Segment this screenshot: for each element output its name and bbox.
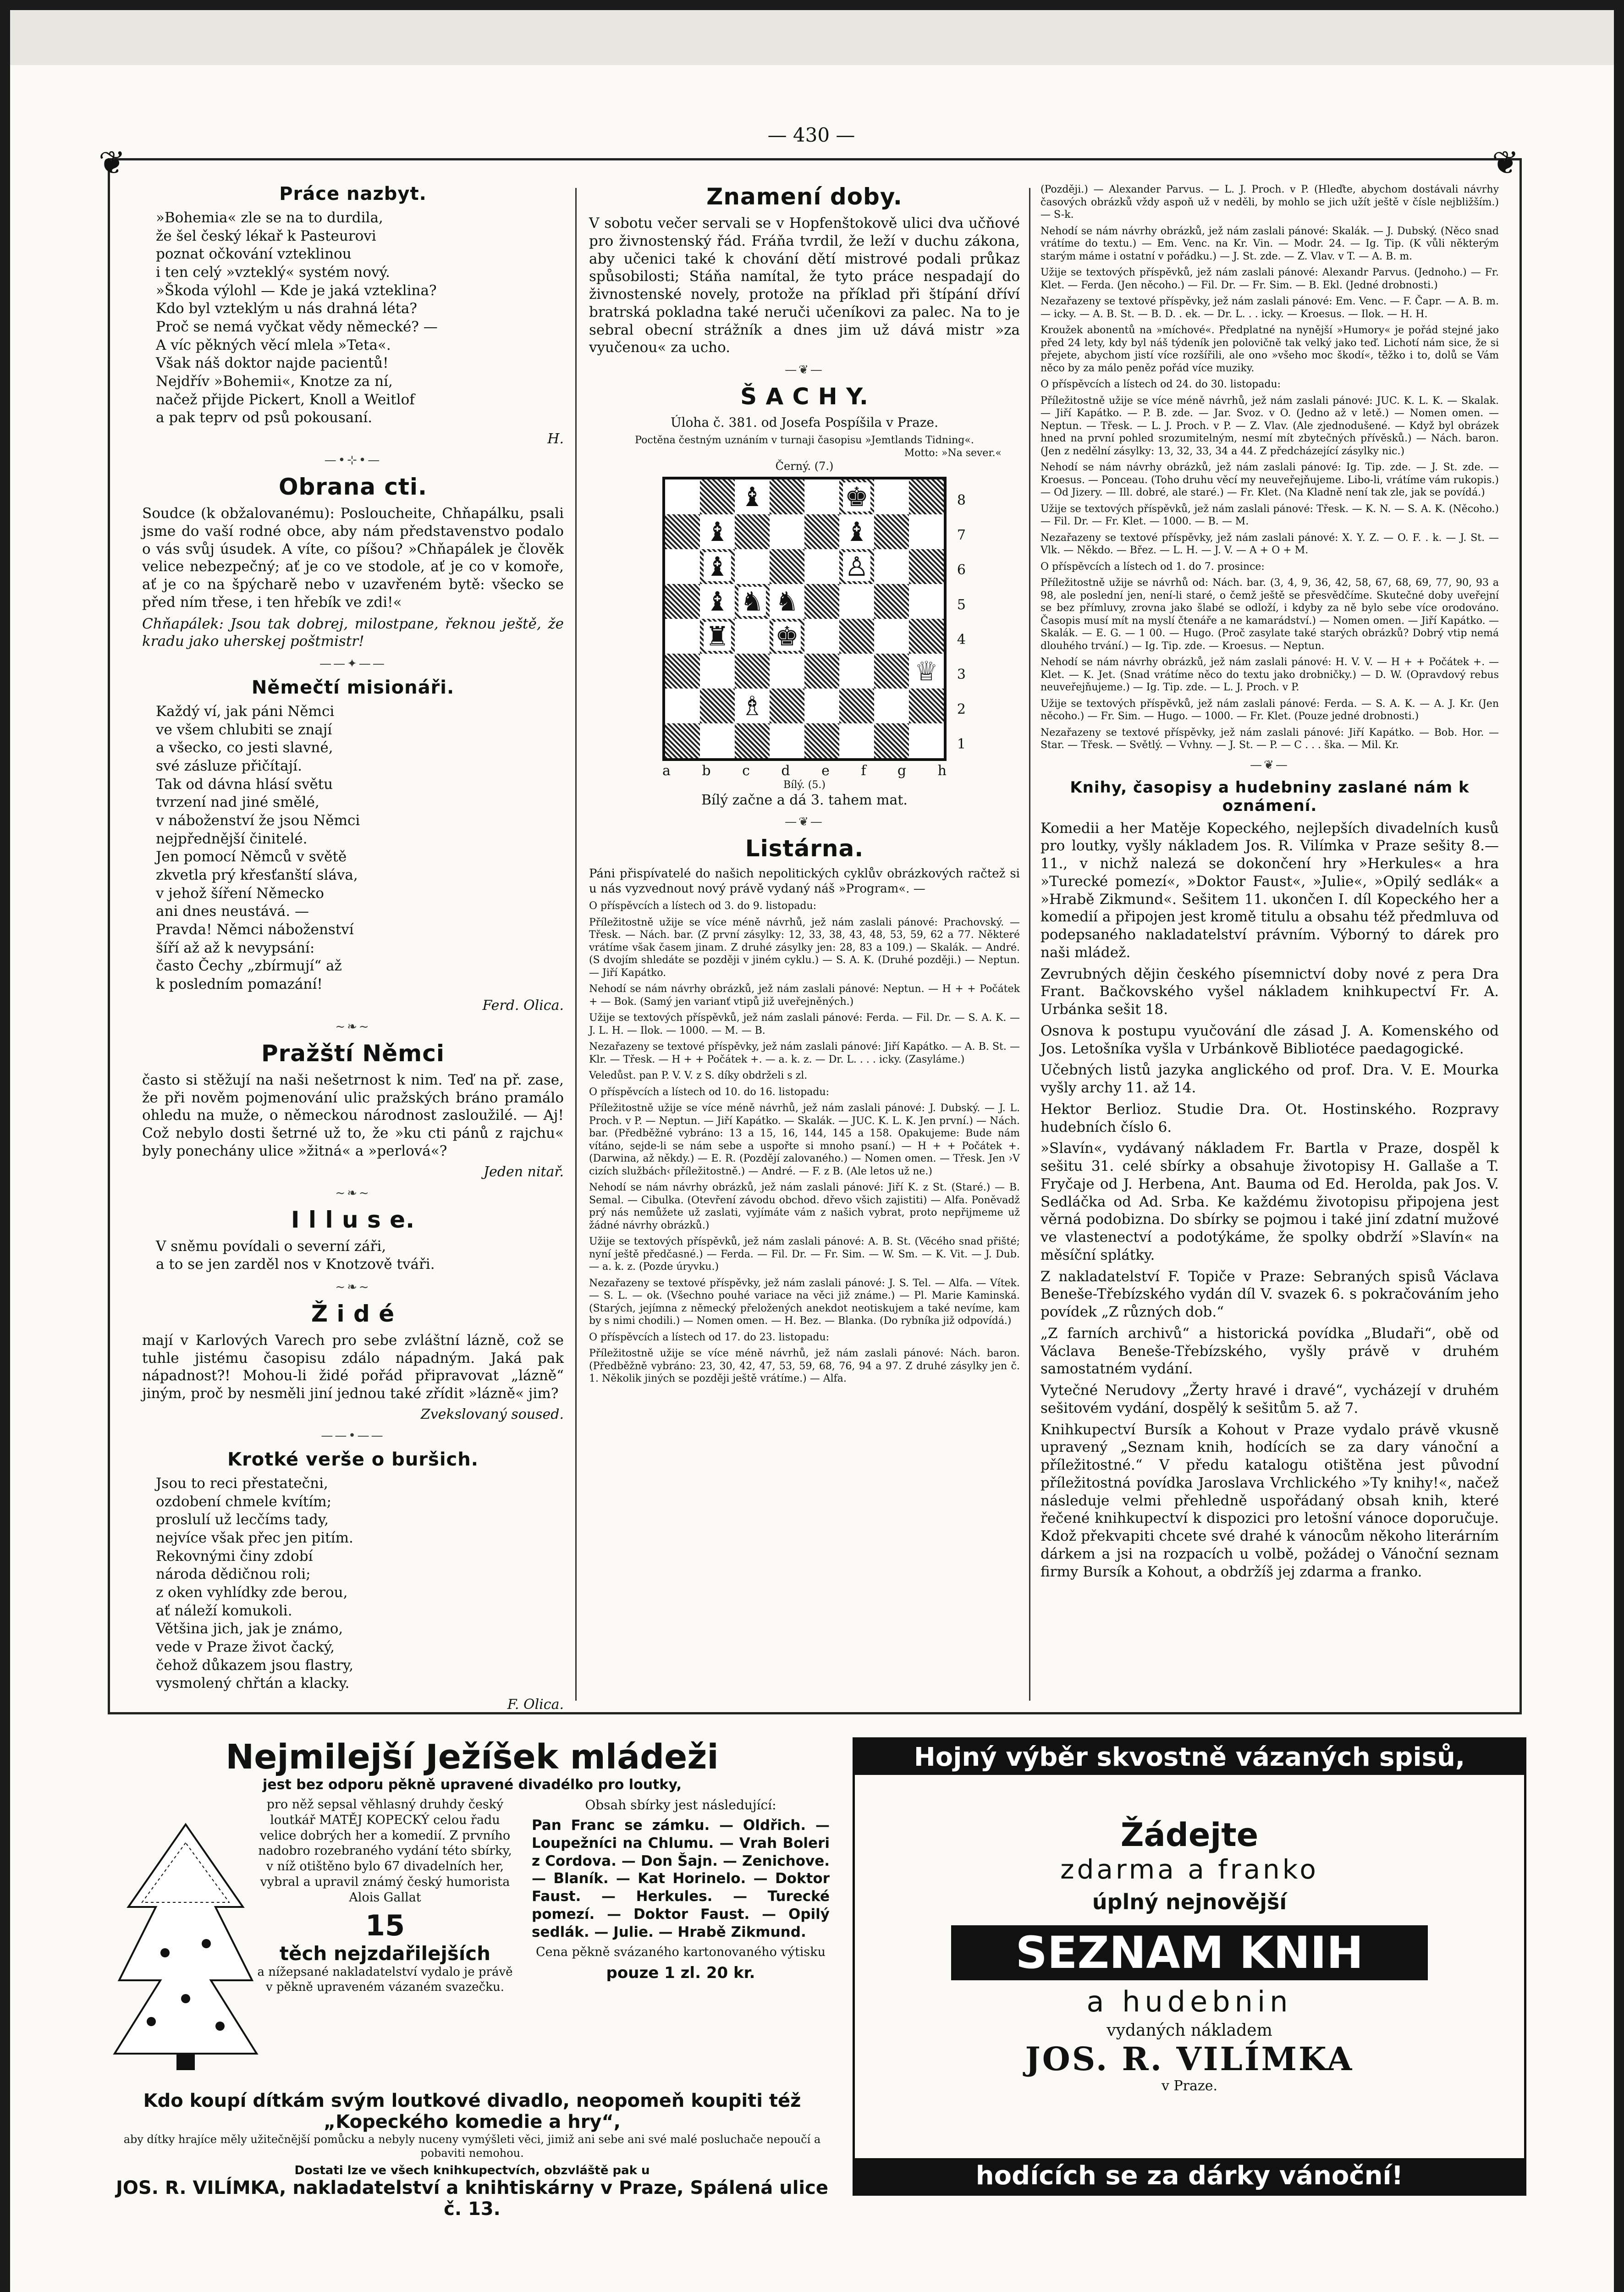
chess-square [839,723,874,758]
poem-line: vede v Praze život čacký, [156,1638,335,1655]
chess-square [909,619,944,654]
chess-square [735,723,770,758]
chess-square [874,584,909,619]
poem-misionari [156,703,564,994]
fleuron-icon: ❦ [1492,144,1519,182]
ornament: —❦— [785,363,824,377]
chess-rank-label: 4 [957,632,966,648]
chess-square [839,689,874,723]
chess-square [735,654,770,689]
book-notice: Knihkupectví Bursík a Kohout v Praze vydalo právě vkusně upravený „Seznam knih, hodících se za dary vánoční a příležitostné.“ V předu katalogu otištěna jest původní příležitostná povídka Jaroslava Vrchlického »Ty knihy!«, načež následuje velmi přehledně uspořádaný obsah knih, které řečené knihkupectví k dispozici pro letošní vánoce doporučuje. Kdož překvapiti chcete své drahé k vánocům někoho literárním dárkem a jsi na rozpacích u volbě, požádej o Vánoční seznam firmy Bursík a Kohout, a obdržíš jej zdarma a franko. [1040,1421,1499,1580]
poem-line: a pak teprv od psů pokousaní. [156,409,373,426]
poem-line: v náboženství že jsou Němci [156,812,360,829]
text-znameni: V sobotu večer servali se v Hopfenštokově ulici dva učňové pro živnostenský řád. Fráňa tvrdil, že leží v duchu zákona, aby učenici také k chování dětí mistrové podali průkaz spůsobilosti; Stáňa namítal, že tyto práce nespadají do živnostenské novely, protože na příklad při štípání dříví bratrská pokladna také neruči učeníkovi za palec. Na to je sebral obecní strážník a dnes jim už dává mistr »za vyučenou« za ucho. [589,215,1020,356]
poem-line: A víc pěkných věcí mlela »Teta«. [156,336,391,353]
poem-line: Rekovnými činy zdobí [156,1548,313,1565]
advert-line-1: Žádejte [1120,1816,1259,1854]
advert-price: pouze 1 zl. 20 kr. [606,1964,755,1982]
chess-piece-icon: ♞ [738,587,766,616]
listarna-continued [1040,183,1499,752]
advert-count: 15 [365,1909,405,1943]
chess-square [804,689,839,723]
chess-piece-icon: ♞ [773,587,801,616]
chess-square [735,549,770,584]
chess-square [909,514,944,549]
poem-line: ve všem chlubiti se znají [156,721,332,738]
chess-square [874,479,909,514]
chess-square [700,619,735,654]
chess-square [735,479,770,514]
book-notice: „Z farních archivů“ a historická povídka „Bludaři“, obě od Václava Beneše-Třebízského, vyšly právě v druhém samostatném vydání. [1040,1325,1499,1377]
heading-sachy: Š A C H Y. [740,383,869,410]
heading-prace: Práce nazbyt. [279,183,427,204]
chess-square [665,654,700,689]
chess-square [874,549,909,584]
column-rule [1029,188,1030,1701]
chess-file-label: d [781,763,790,779]
chess-piece-icon: ♝ [738,482,766,512]
chess-square [874,723,909,758]
poem-line: »Bohemia« zle se na to durdila, [156,209,383,226]
listarna-entry: Nezařazeny se textové příspěvky, jež nám zaslali pánové: X. Y. Z. — O. F. . k. — J. St. — Vlk. — Někdo. — Břez. — L. H. — J. V. — A + O + M. [1040,532,1499,556]
chess-square [909,479,944,514]
chess-square [839,584,874,619]
chess-square [770,584,804,619]
chess-square [700,479,735,514]
advert-count-text: těch nejzdařilejších [279,1942,491,1965]
advert-price-note: Cena pěkně svázaného kartonovaného výtisku [535,1945,826,1960]
heading-listarna: Listárna. [745,835,864,862]
poem-line: ani dnes neustává. — [156,903,309,920]
column-left [142,183,564,1713]
poem-line: Tak od dávna hlásí světu [156,776,333,793]
chess-file-label: b [702,763,711,779]
book-notice: Hektor Berlioz. Studie Dra. Ot. Hostinského. Rozpravy hudebních číslo 6. [1040,1101,1499,1135]
poem-line: národa dědičnou roli; [156,1566,311,1583]
ornament: —•⊹•— [324,453,382,468]
chess-piece-icon: ♙ [843,552,870,581]
poem-line: Jsou to reci přestatečni, [156,1475,328,1492]
chess-square [770,549,804,584]
poem-line: Však náš doktor najde pacientů! [156,355,389,372]
chess-rank-label: 1 [957,736,966,752]
poem-line: ať náleží komukoli. [156,1602,292,1619]
chess-rank-label: 7 [957,527,966,543]
poem-line: zkvetla prý křesťanští sláva, [156,867,358,884]
chess-piece-icon: ♚ [773,622,801,651]
ornament: —❦— [1250,758,1289,772]
poem-line: Nejdřív »Bohemii«, Knotze za ní, [156,373,393,390]
poem-line: Proč se nemá vyčkat vědy německé? — [156,319,438,336]
poem-krotke [156,1475,564,1693]
fleuron-icon: ❦ [99,144,126,182]
christmas-tree-illustration [110,1815,261,2072]
advert-publisher: JOS. R. VILÍMKA, nakladatelství a knihtiskárny v Praze, Spálená ulice č. 13. [116,2177,828,2220]
chess-square [665,479,700,514]
poem-prace [156,209,564,427]
listarna-entry: Nehodí se nám návrhy obrázků, jež nám zaslali pánové: Neptun. — H + + Počátek + — Bok. (Samý jen varianť vtipů již uveřejněných.) [589,983,1020,1008]
advert-slogan-sub: aby dítky hrajíce měly užitečnější pomůcku a nebyly nuceny vymýšleti věci, jimiž ani sebe ani své malé posluchače nepoučí a pobaviti nemohou. [123,2133,821,2160]
poem-line: šíří až až k nevypsání: [156,939,315,956]
chess-square [665,723,700,758]
chess-square [839,514,874,549]
chess-piece-icon: ♝ [704,552,731,581]
poem-line: Každý ví, jak páni Němci [156,703,335,720]
chess-square [839,654,874,689]
chess-piece-icon: ♝ [704,587,731,616]
chess-square [909,689,944,723]
chess-rank-label: 8 [957,492,966,508]
column-right [1040,183,1499,1584]
listarna-entry: Příležitostně užije se více méně návrhů, jež nám zaslali pánové: Prachovský. — Třesk. — Nách. bar. (Z první zásylky: 12, 33, 38, 43, 48, 53, 59, 62 a 77. Některé vrátíme však časem jinam. Z druhé zásylky jen: 28, 83 a 109.) — Skalák. — André. (S dvojím shledáte se později v jiném cyklu.) — S. A. K. (Druhé později.) — Neptun. — Jiří Kapátko. [589,916,1020,979]
heading-zide: Ž i d é [311,1300,395,1327]
listarna-entry: Užije se textových příspěvků, jež nám zaslali pánové: Alexandr Parvus. (Jednoho.) — Fr. Klet. — Ferda. (Jen něcoho.) — Fil. Dr. — Fr. Sim. — B. Ekl. (Jedné drobnosti.) [1040,267,1499,291]
chess-square [735,584,770,619]
chess-file-label: h [937,763,947,779]
advert-publisher-right: JOS. R. VILÍMKA [1025,2040,1354,2078]
ornament: ——✦—— [319,657,386,671]
chess-motto: Motto: »Na sever.« [904,447,1002,459]
chess-square [839,479,874,514]
poem-line: Většina jich, jak je známo, [156,1620,343,1637]
ornament: —❦— [785,815,824,829]
listarna-entry: O příspěvcích a lístech od 24. do 30. listopadu: [1040,379,1281,390]
poem-line: V sněmu povídali o severní záři, [156,1238,386,1255]
text-obrana: Soudce (k obžalovanému): Posloucheite, Chňapálku, psali jsme do vaší rodné obce, aby nám představenstvo podalo o vás svůj úsudek. A víte, co píšou? »Chňapálek je člověk velice nebezpečný; ať je co ve stodole, ať je co v komoře, ať je co na špýcharě nebo v uzavřeném bytě: všecko se před ním třese, i ten hřebík ve zdi!« [142,505,564,611]
book-notice: Učebných listů jazyka anglického od prof. Dra. V. E. Mourka vyšly archy 11. až 14. [1040,1062,1499,1096]
poem-line: tvrzení nad jiné smělé, [156,794,319,811]
advert-headline: Nejmilejší Ježíšek mládeži [226,1737,719,1777]
signature: Ferd. Olica. [482,997,564,1014]
listarna-entry: Nezařazeny se textové příspěvky, jež nám zaslali pánové: Jiří Kapátko. — A. B. St. — Klr. — Třesk. — H + + Počátek +. — a. k. z. — Dr. L. . . . icky. (Zasyláme.) [589,1041,1020,1065]
poem-line: »Škoda výlohl — Kde je jaká vzteklina? [156,282,437,299]
listarna-entry: Příležitostně užije se více méně návrhů, jež nám zaslali pánové: J. Dubský. — J. L. Proch. v P. — Neptun. — Jiří Kapátko. — Skalák. — JUC. K. L. K. Jen první.) — Nách. bar. (Předběžné vybráno: 13 a 15, 16, 144, 145 a 158. Opakujeme: Bude nám vítáno, sejde-li se nám sebe a uspořte si mnoho psaní.) — H + + Počátek +. (Darwina, až někdy.) — E. R. (Pozdějí zalovaného.) — Nomen omen. — Třesk. Jen ›V cizích službách‹ příležitostně.) — André. — F. z B. (Ale letos už ne.) [589,1102,1020,1177]
ornament: ——•—— [321,1428,385,1443]
signature: F. Olica. [507,1696,564,1713]
heading-illuse: I l l u s e. [291,1206,415,1233]
poem-line: nejpřednější činitelé. [156,830,308,847]
chess-file-label: f [861,763,866,779]
chess-square [770,654,804,689]
text-zide: mají v Karlových Varech pro sebe zvláštní lázně, což se tuhle jistému časopisu zdálo nápadným. Jaká pak nápadnost?! Mohou-li židé pořád připravovat „lázně“ jiným, proč by nesměli jiní jednou také zřídit »lázně« jim? [142,1332,564,1402]
signature: Jeden nitař. [483,1163,564,1180]
listarna-entry: Veledůst. pan P. V. V. z S. díky obdrželi s zl. [589,1070,808,1081]
chess-square [665,514,700,549]
poem-line: čehož důkazem jsou flastry, [156,1657,354,1674]
chess-square [770,689,804,723]
listarna-entry: Nezařazeny se textové příspěvky, jež nám zaslali pánové: Em. Venc. — F. Čapr. — A. B. m. — icky. — A. B. St. — B. D. . ek. — Dr. L. . . icky. — Kroesus. — Ilok. — H. H. [1040,296,1499,320]
listarna-entry: O příspěvcích a lístech od 17. do 23. listopadu: [589,1331,830,1343]
poem-line: Pravda! Němci náboženství [156,921,354,938]
page-number: — 430 — [767,124,855,146]
listarna-entry: Nehodí se nám návrhy obrázků, jež nám zaslali pánové: Skalák. — J. Dubský. (Něco snad vrátíme do textu.) — Em. Venc. na Kr. Vin. — Modr. 24. — Ig. Tip. (K vůli některým starým máme i ostatní v pořádku.) — J. St. zde. — Z. Vlav. v T. — A. B. m. [1040,225,1499,262]
chess-square [909,723,944,758]
chess-square [770,479,804,514]
text-prazsti: často si stěžují na naši nešetrnost k nim. Teď na př. zase, že při nověm pojmenování ulic pražských bráno pramálo ohledu na muže, o německou národnost zasloužilé. — Aj! Což nebylo dosti šetrné už to, že »ku cti pánů z rajchu« byly ponechány ulice »žitná« a »perlová«? [142,1071,564,1159]
advert-count-sub: a nížepsané nakladatelství vydalo je právě v pěkně upraveném vázaném svazečku. [257,1965,513,1994]
chess-square [839,619,874,654]
chess-rank-label: 6 [957,562,966,578]
chess-rank-label: 5 [957,597,966,613]
chess-diagram [644,477,965,761]
chess-file-label: c [742,763,750,779]
heading-knihy: Knihy, časopisy a hudebniny zaslané nám k oznámení. [1070,778,1470,815]
advert-contents: Pan Franc se zámku. — Oldřich. — Loupežníci na Chlumu. — Vrah Boleri z Cordova. — Don Šajn. — Zenichove. — Blaník. — Kat Horinelo. — Doktor Faust. — Herkules. — Turecké pomezí. — Doktor Faust. — Opilý sedlák. — Julie. — Hrabě Zikmund. [532,1817,830,1940]
advert-seznam-knih [853,1737,1526,2196]
chess-square [700,514,735,549]
heading-prazsti: Pražští Němci [261,1040,445,1067]
text-obrana-reply: Chňapálek: Jsou tak dobrej, milostpane, řeknou ještě, že kradu jako uherskej poštmistr! [142,615,564,650]
poem-line: v jehož šíření Německo [156,885,324,902]
chess-square [735,514,770,549]
advert-intro: pro něž sepsal věhlasný druhdy český loutkář MATĚJ KOPECKÝ celou řadu velice dobrých her a komedií. Z prvního nadobro rozebraného vydání této sbírky, v níž otištěno bylo 67 divadelních her, vybral a upravil známý český humorista Alois Gallat [258,1797,512,1905]
chess-square [909,549,944,584]
book-notice: Komedii a her Matěje Kopeckého, nejlepších divadelních kusů pro loutky, vyšly nákladem Jos. R. Vilímka v Praze sešity 8.—11., v nichž nalezá se dokončení hry »Herkules« a hra »Turecké pomezí«, »Doktor Faust«, »Julie«, »Opilý sedlák« a »Hrabě Zikmund«. Sešitem 11. ukončen I. díl Kopeckého her a komedií a připojen jest kromě titulu a obsahu též předmluva od podepsaného nakladatelství právním. Výborný to dárek pro naši mládež. [1040,820,1499,961]
listarna-entry: Nehodí se nám návrhy obrázků, jež nám zaslali pánové: Jiří K. z St. (Staré.) — B. Semal. — Cibulka. (Otevření závodu obchod. dřevo všich zajistiti) — Alfa. Poněvadž prý nás nemůžete už zaslati, vyjímáte vám z našich vybrat, proto nepřijmeme už žádné návrhy obrázků.) [589,1182,1020,1231]
poem-line: poznat očkování vzteklinou [156,246,352,263]
poem-line: a to se jen zarděl nos v Knotzově tváři. [156,1256,435,1273]
chess-piece-icon: ♝ [704,517,731,546]
listarna-entry: Příležitostně užije se více méně návrhů, jež nám zaslali pánové: JUC. K. L. K. — Skalak. — Jiří Kapátko. — P. B. zde. — Jar. Svoz. v O. (Jedno až v letě.) — Nomen omen. — Neptun. — Třesk. — L. J. Proch. v P. — Z. Vlav. (Ale zjednodušené. — Když byl obrázek hned na první pohled srozumitelným, nesmí mít zbytečných přívěsků.) — Nách. baron. (Jen z nedělní zásylky: 13, 32, 33, 34 a 44. Z předcházející zásylky nic.) [1040,395,1499,457]
chess-square [700,689,735,723]
advert-seznam-knih-title: SEZNAM KNIH [951,1925,1428,1980]
poem-line: vysmolený chřtán a klacky. [156,1675,350,1692]
chess-square [770,514,804,549]
chess-rank-label: 2 [957,701,966,717]
chess-square [909,654,944,689]
chess-rank-label: 3 [957,667,966,683]
poem-illuse [156,1238,564,1274]
poem-line: své zásluze přičítají. [156,758,302,775]
listarna-entry: Nehodí se nám návrhy obrázků, jež nám zaslali pánové: H. V. V. — H + + Počátek +. — Klet. — K. Jet. (Snad vrátíme něco do textu jako drobničky.) — D. W. (Opravdový rebus neuveřejňujeme.) — Ig. Tip. zde. — L. J. Proch. v P. [1040,656,1499,693]
listarna-entry: Příležitostně užije se návrhů od: Nách. bar. (3, 4, 9, 36, 42, 58, 67, 68, 69, 77, 90, 93 a 98, ale poslední jen, není-li staré, o čemž ještě se přesvědčíme. Skutečné doby uveřejní se bez přímluvy, zrovna jako šlabé se odloží, i kdyby za ně bylo sebe více orodováno. Časopis musí mít na myslí čtenáře a ne kamarádství.) — Nomen omen. — Jiří Kapátko. — Skalák. — E. G. — 1 00. — Hugo. (Proč zasylate také starých obrázků? Dobrý vtip nemá dlouhého trvání.) — Ig. Tip. zde. — Kroesus. — Neptun. [1040,577,1499,652]
advert-city: v Praze. [1162,2078,1217,2094]
poem-line: k posledním pomazání! [156,976,323,993]
advert-line-3: úplný nejnovější [1092,1890,1287,1914]
advert-banner-bottom: hodících se za dárky vánoční! [855,2158,1524,2193]
chess-square [804,723,839,758]
chess-square [804,654,839,689]
signature: Zvekslovaný soused. [420,1406,564,1422]
poem-line: ozdobení chmele kvítím; [156,1493,332,1510]
chess-square [874,619,909,654]
advert-banner-top: Hojný výběr skvostně vázaných spisů, [855,1740,1524,1775]
chess-piece-icon: ♚ [843,482,870,512]
chess-square [665,584,700,619]
poem-line: načež přijde Pickert, Knoll a Weitlof [156,391,415,408]
book-notice: Zevrubných dějin českého písemnictví doby nové z pera Dra Frant. Bačkovského vyšel nákladem knihkupectví Fr. A. Urbánka sešit 18. [1040,965,1499,1018]
chess-task: Bílý začne a dá 3. tahem mat. [701,792,908,808]
listarna-entry: Užije se textových příspěvků, jež nám zaslali pánové: A. B. St. (Věcého snad přišté; nyní ještě předčasné.) — Ferda. — Fil. Dr. — Fr. Sim. — W. Sm. — K. Vit. — J. Dub. — a. k. z. (Pozde úryvku.) [589,1236,1020,1273]
advert-contents-label: Obsah sbírky jest následující: [585,1797,776,1813]
advert-subhead: jest bez odporu pěkně upravené divadélko pro loutky, [263,1777,682,1793]
chess-piece-icon: ♗ [738,691,766,721]
chess-piece-icon: ♝ [843,517,870,546]
knihy-entries [1040,820,1499,1581]
heading-misionari: Němečtí misionáři. [251,677,455,699]
chess-rank-labels [957,483,966,762]
poem-line: i ten celý »vzteklý« systém nový. [156,264,390,281]
chess-file-label: a [662,763,671,779]
advert-slogan: Kdo koupí dítkám svým loutkové divadlo, neopomeň koupiti též „Kopeckého komedie a hry“, [143,2090,801,2132]
ornament: ~❧~ [335,1280,371,1294]
ornament: ~❧~ [335,1019,371,1034]
listarna-entry: O příspěvcích a lístech od 3. do 9. listopadu: [589,900,817,912]
book-notice: Z nakladatelství F. Topiče v Praze: Sebraných spisů Václava Beneše-Třebízského vydán díl V. svazek 6. s pokračováním jeho povídek „Z různých dob.“ [1040,1268,1499,1320]
chess-square [700,549,735,584]
heading-krotke: Krotké verše o buršich. [227,1449,479,1470]
poem-line: Jen pomocí Němců v světě [156,848,347,865]
signature: H. [547,431,564,447]
chess-square [874,514,909,549]
poem-line: Kdo byl vzteklým u nás drahná léta? [156,300,418,317]
listarna-entry: Kroužek abonentů na »míchové«. Předplatné na nynější »Humory« je pořád stejné jako před 24 lety, kdy byl náš týdeník jen polovičně tak velký jako teď. Lichotí nám sice, že si přejete, abychom jistí více rozšířili, ale ono »všeho moc škodí«, těžko i to, dolů se Vám něco by za málo peněz pořád více muziky. [1040,325,1499,374]
chess-square [804,479,839,514]
chess-file-labels [662,763,947,779]
chess-square [700,654,735,689]
chess-square [665,549,700,584]
chess-square [700,723,735,758]
listarna-entry: Užije se textových příspěvků, jež nám zaslali pánové: Ferda. — Fil. Dr. — S. A. K. — J. L. H. — Ilok. — 1000. — M. — B. [589,1012,1020,1036]
poem-line: často Čechy „zbírmují“ až [156,958,342,975]
chess-board [662,477,947,761]
chess-square [770,619,804,654]
advert-dealers: Dostati lze ve všech knihkupectvích, obzvláště pak u [294,2164,650,2177]
poem-line: že šel český lékař k Pasteurovi [156,227,376,244]
chess-square [909,584,944,619]
ornament: ~❧~ [335,1186,371,1200]
listarna-entries [589,900,1020,1385]
listarna-entry: O příspěvcích a lístech od 10. do 16. listopadu: [589,1086,830,1098]
chess-file-label: g [897,763,907,779]
listarna-entry: Užije se textových příspěvků, jež nám zaslali pánové: Ferda. — S. A. K. — A. J. Kr. (Jen něcoho.) — Fr. Sim. — Hugo. — 1000. — Fr. Klet. (Pouze jedné drobnosti.) [1040,698,1499,722]
chess-file-label: e [821,763,830,779]
book-notice: »Slavín«, vydávaný nákladem Fr. Bartla v Praze, dospěl k sešitu 31. celé sbírky a obsahuje životopisy H. Gallaše a T. Fryčaje od J. Herbena, Ant. Bauma od Ed. Herolda, pak Jos. V. Sedláčka od Ad. Srba. Ke každému životopisu připojena jest věrná podobizna. Do sbírky se pojmou i také jiní zdatní mužové ve vlastenectví a podotýkáme, že spolky obdrží »Slavín« na měsíční splátky. [1040,1140,1499,1263]
chess-square [700,584,735,619]
chess-square [804,619,839,654]
book-notice: Vytečné Nerudovy „Žerty hravé i dravé“, vycházejí v druhém sešitovém vydání, dospělý k sešitům 5. až 7. [1040,1382,1499,1416]
column-rule [575,188,577,1701]
chess-square [839,549,874,584]
listarna-entry: Příležitostně užije se více méně návrhů, jež nám zaslali pánové: Nách. baron. (Předběžně vybráno: 23, 30, 42, 47, 53, 59, 68, 76, 94 a 97. Z druhé zásylky jen č. 1. Několik jiných se později ještě vrátíme.) — Alfa. [589,1348,1020,1384]
column-middle [589,183,1020,1389]
chess-black-label: Černý. (7.) [775,460,834,473]
listarna-entry: Nezařazeny se textové příspěvky, jež nám zaslali pánové: Jiří Kapátko. — Bob. Hor. — Star. — Třesk. — Světlý. — Vvhny. — J. St. — P. — C . . . ška. — Mil. Kr. [1040,727,1499,751]
advert-hudebnin: a hudebnin [1086,1985,1293,2018]
chess-square [665,689,700,723]
chess-square [804,584,839,619]
listarna-entry: Užije se textových příspěvků, jež nám zaslali pánové: Třesk. — K. N. — S. A. K. (Něcoho.) — Fil. Dr. — Fr. Klet. — 1000. — B. — M. [1040,503,1499,527]
book-notice: Osnova k postupu vyučování dle zásad J. A. Komenského od Jos. Letošníka vyšla v Urbánkově Bibliotéce paedagogické. [1040,1022,1499,1057]
listarna-entry: O příspěvcích a lístech od 1. do 7. prosince: [1040,561,1265,573]
chess-square [665,619,700,654]
poem-line: proslulí už lecčíms tady, [156,1511,329,1528]
chess-square [874,654,909,689]
advert-vydanych: vydaných nákladem [1107,2021,1272,2040]
poem-line: z oken vyhlídky zde berou, [156,1584,348,1601]
chess-square [874,689,909,723]
chess-square [735,619,770,654]
chess-square [804,514,839,549]
chess-square [735,689,770,723]
advert-line-2: zdarma a franko [1060,1854,1319,1885]
chess-square [804,549,839,584]
poem-line: nejvíce však přec jen pitím. [156,1529,353,1546]
listarna-entry: (Později.) — Alexander Parvus. — L. J. Proch. v P. (Hleďte, abychom dostávali návrhy časových obrázků vždy aspoň už v neděli, by mohlo se jich užít ještě v čísle nejbližším.) — S-k. [1040,184,1499,220]
heading-obrana: Obrana cti. [278,474,428,501]
advert-jezisek [110,1737,834,2220]
chess-piece-icon: ♜ [704,622,731,651]
listarna-entry: Nehodí se nám návrhy obrázků, jež nám zaslali pánové: Ig. Tip. zde. — J. St. zde. — Kroesus. — Ponceau. (Toho druhu věcí my neuveřejňujeme. Libo-li, vrátíme vám rukopis.) — Od Jizery. — Ill. dobré, ale staré.) — Fr. Klet. (Na Kladně není tak zle, jak se povídá.) [1040,462,1499,498]
chess-problem-title: Úloha č. 381. od Josefa Pospíšila v Praze. [671,415,938,430]
chess-white-label: Bílý. (5.) [783,779,826,791]
listarna-entry: Nezařazeny se textové příspěvky, jež nám zaslali pánové: J. S. Tel. — Alfa. — Vítek. — S. L. — ok. (Všechno pouhé variace na věci již známe.) — Pl. Marie Kaminská. (Starých, jejímna z německý přeložených anekdot neotiskujem a také nevíme, kam by s nimi chodili.) — Nomen omen. — H. Bez. — Blanka. (Do rybníka již odpovídá.) [589,1277,1020,1327]
chess-dedication: Poctěna čestným uznáním v turnaji časopisu »Jemtlands Tidning«. [635,435,974,446]
listarna-intro: Páni přispívatelé do našich nepolitických cyklův obrázkových račtež si u nás vyzvednout nový právě vydaný náš »Program«. — [589,867,1020,896]
poem-line: a všecko, co jesti slavné, [156,739,333,756]
chess-square [770,723,804,758]
heading-znameni: Znamení doby. [706,183,903,210]
scan-margin [10,10,1614,65]
chess-piece-icon: ♕ [913,656,940,686]
